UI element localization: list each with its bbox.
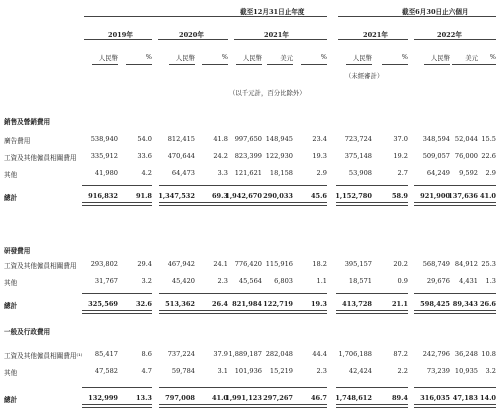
cell-value: 2.7 [397,169,408,177]
cell-value: 375,148 [344,152,372,160]
cell-value: 64,249 [426,169,450,177]
total-double-rule [192,404,228,408]
cell-value: 1.1 [316,277,327,285]
cell-value: 413,728 [342,300,372,308]
subtotal-rule [460,185,496,186]
cell-value: 325,569 [88,300,118,308]
subtotal-rule [336,387,372,388]
cell-value: 22.6 [481,152,496,160]
row-label: 工資及其他僱員相關費用 [4,262,77,270]
cell-value: 37.9 [213,350,228,358]
rule-2020 [158,39,228,40]
column-header-rule [424,64,450,65]
cell-value: 19.3 [312,152,327,160]
total-double-rule [257,202,293,206]
year-2022-interim: 2022年 [437,31,462,39]
cell-value: 1,706,188 [338,350,372,358]
cell-value: 45.6 [310,192,327,200]
cell-value: 509,057 [422,152,450,160]
cell-value: 18.2 [312,260,327,268]
cell-value: 89.4 [391,394,408,402]
cell-value: 15,219 [269,367,293,375]
unaudited-note: （未經審計） [345,72,384,80]
rule-2022-interim [414,39,496,40]
column-header: % [221,53,228,61]
cell-value: 36,248 [454,350,478,358]
cell-value: 20.2 [393,260,408,268]
cell-value: 37.0 [393,135,408,143]
cell-value: 41.0 [479,192,496,200]
cell-value: 921,900 [420,192,450,200]
cell-value: 44.4 [312,350,327,358]
cell-value: 297,267 [263,394,293,402]
column-header: 美元 [465,54,478,62]
cell-value: 52,044 [454,135,478,143]
cell-value: 23.4 [312,135,327,143]
cell-value: 1,748,612 [335,394,372,402]
column-header-rule [126,64,152,65]
subtotal-rule [257,185,293,186]
column-header: % [401,53,408,61]
cell-value: 1,942,670 [225,192,262,200]
cell-value: 47,183 [452,394,478,402]
year-2021-interim: 2021年 [363,31,388,39]
cell-value: 18,571 [348,277,372,285]
total-double-rule [159,202,195,206]
column-header-rule [382,64,408,65]
year-2021: 2021年 [264,31,289,39]
row-label: 其他 [4,369,18,377]
cell-value: 4.2 [141,169,152,177]
total-double-rule [82,202,118,206]
cell-value: 4.7 [141,367,152,375]
cell-value: 10,935 [454,367,478,375]
row-label: 工資及其他僱員相關費用⁽¹⁾ [4,352,83,360]
unit-note: （以千元計，百分比除外） [229,89,306,97]
cell-value: 24.2 [213,152,228,160]
column-header: 人民幣 [175,54,195,62]
column-header-rule [301,64,327,65]
cell-value: 137,636 [448,192,478,200]
cell-value: 10.8 [481,350,496,358]
cell-value: 470,644 [167,152,195,160]
total-double-rule [336,310,372,314]
cell-value: 89,343 [452,300,478,308]
cell-value: 2.2 [397,367,408,375]
group-header-annual: 截至12月31日止年度 [240,8,305,16]
cell-value: 335,912 [90,152,118,160]
cell-value: 18,158 [269,169,293,177]
group-header-six-month: 截至6月30日止六個月 [402,8,469,16]
cell-value: 26.4 [211,300,228,308]
cell-value: 87.2 [393,350,408,358]
total-double-rule [372,404,408,408]
total-double-rule [291,404,327,408]
cell-value: 21.1 [391,300,408,308]
cell-value: 1,991,123 [225,394,262,402]
subtotal-rule [291,293,327,294]
cell-value: 3.2 [485,367,496,375]
total-double-rule [82,404,118,408]
cell-value: 59,784 [171,367,195,375]
rule-2021-interim [338,39,408,40]
section-title: 銷售及營銷費用 [4,118,51,126]
total-double-rule [192,310,228,314]
column-header: 美元 [280,54,293,62]
cell-value: 41,980 [94,169,118,177]
cell-value: 45,564 [238,277,262,285]
cell-value: 121,621 [234,169,262,177]
subtotal-rule [336,185,372,186]
cell-value: 395,157 [344,260,372,268]
subtotal-rule [460,387,496,388]
total-double-rule [291,202,327,206]
cell-value: 2.3 [217,277,228,285]
cell-value: 122,930 [265,152,293,160]
cell-value: 2.3 [316,367,327,375]
row-label: 廣告費用 [4,137,31,145]
cell-value: 19.2 [393,152,408,160]
cell-value: 290,033 [263,192,293,200]
cell-value: 1,152,780 [335,192,372,200]
cell-value: 6,803 [274,277,293,285]
column-header-rule [267,64,293,65]
cell-value: 1.3 [485,277,496,285]
subtotal-rule [82,387,118,388]
cell-value: 3.1 [217,367,228,375]
cell-value: 997,650 [234,135,262,143]
cell-value: 737,224 [167,350,195,358]
subtotal-rule [159,387,195,388]
cell-value: 2.9 [316,169,327,177]
subtotal-rule [116,387,152,388]
row-label: 其他 [4,279,18,287]
cell-value: 69.3 [211,192,228,200]
row-label: 工資及其他僱員相關費用 [4,154,77,162]
rule-2021 [234,39,327,40]
cell-value: 19.3 [310,300,327,308]
cell-value: 58.9 [391,192,408,200]
subtotal-rule [336,293,372,294]
section-title: 研發費用 [4,247,31,255]
total-double-rule [116,202,152,206]
total-double-rule [159,310,195,314]
row-label: 其他 [4,171,18,179]
cell-value: 91.8 [135,192,152,200]
cell-value: 29,676 [426,277,450,285]
cell-value: 776,420 [234,260,262,268]
subtotal-rule [192,387,228,388]
cell-value: 122,719 [263,300,293,308]
total-double-rule [460,202,496,206]
subtotal-rule [82,293,118,294]
cell-value: 348,594 [422,135,450,143]
subtotal-rule [192,293,228,294]
subtotal-rule [372,185,408,186]
cell-value: 24.1 [213,260,228,268]
column-header: % [489,53,496,61]
subtotal-rule [82,185,118,186]
cell-value: 25.3 [481,260,496,268]
cell-value: 101,936 [234,367,262,375]
total-label: 總計 [4,302,18,310]
cell-value: 8.6 [141,350,152,358]
subtotal-rule [116,185,152,186]
total-double-rule [460,310,496,314]
total-double-rule [116,310,152,314]
column-header-rule [202,64,228,65]
cell-value: 282,048 [265,350,293,358]
cell-value: 148,945 [265,135,293,143]
subtotal-rule [291,387,327,388]
cell-value: 73,239 [426,367,450,375]
rule-six-month [338,16,496,17]
cell-value: 538,940 [90,135,118,143]
cell-value: 568,749 [422,260,450,268]
cell-value: 3.3 [217,169,228,177]
total-double-rule [82,310,118,314]
cell-value: 41.0 [211,394,228,402]
subtotal-rule [257,293,293,294]
cell-value: 293,802 [90,260,118,268]
cell-value: 467,942 [167,260,195,268]
cell-value: 33.6 [137,152,152,160]
cell-value: 823,399 [234,152,262,160]
cell-value: 47,582 [94,367,118,375]
cell-value: 41.8 [213,135,228,143]
total-double-rule [372,202,408,206]
cell-value: 2.9 [485,169,496,177]
cell-value: 15.5 [481,135,496,143]
column-header-rule [470,64,496,65]
cell-value: 32.6 [135,300,152,308]
total-label: 總計 [4,396,18,404]
cell-value: 42,424 [348,367,372,375]
column-header: % [145,53,152,61]
cell-value: 26.6 [479,300,496,308]
cell-value: 1,889,187 [228,350,262,358]
cell-value: 13.3 [135,394,152,402]
cell-value: 9,592 [459,169,478,177]
total-double-rule [192,202,228,206]
total-double-rule [372,310,408,314]
cell-value: 821,984 [232,300,262,308]
cell-value: 797,008 [165,394,195,402]
subtotal-rule [372,387,408,388]
cell-value: 132,999 [88,394,118,402]
cell-value: 242,796 [422,350,450,358]
cell-value: 3.2 [141,277,152,285]
total-label: 總計 [4,194,18,202]
subtotal-rule [257,387,293,388]
rule-annual [84,16,327,17]
cell-value: 45,420 [171,277,195,285]
subtotal-rule [460,293,496,294]
column-header-rule [236,64,262,65]
total-double-rule [460,404,496,408]
cell-value: 14.0 [479,394,496,402]
column-header-rule [169,64,195,65]
cell-value: 85,417 [94,350,118,358]
cell-value: 115,916 [265,260,293,268]
total-double-rule [257,310,293,314]
subtotal-rule [291,185,327,186]
cell-value: 76,000 [454,152,478,160]
total-double-rule [336,202,372,206]
subtotal-rule [372,293,408,294]
subtotal-rule [116,293,152,294]
cell-value: 46.7 [310,394,327,402]
column-header: 人民幣 [98,54,118,62]
cell-value: 0.9 [397,277,408,285]
rule-2019 [84,39,152,40]
cell-value: 29.4 [137,260,152,268]
cell-value: 54.0 [137,135,152,143]
total-double-rule [291,310,327,314]
cell-value: 64,473 [171,169,195,177]
column-header: 人民幣 [352,54,372,62]
subtotal-rule [159,293,195,294]
total-double-rule [116,404,152,408]
column-header: % [320,53,327,61]
section-title: 一般及行政費用 [4,328,51,336]
cell-value: 916,832 [88,192,118,200]
column-header-rule [92,64,118,65]
cell-value: 31,767 [94,277,118,285]
cell-value: 53,908 [348,169,372,177]
cell-value: 316,035 [420,394,450,402]
total-double-rule [257,404,293,408]
column-header: 人民幣 [242,54,262,62]
cell-value: 1,347,532 [158,192,195,200]
total-double-rule [336,404,372,408]
cell-value: 598,425 [420,300,450,308]
cell-value: 84,912 [454,260,478,268]
cell-value: 513,362 [165,300,195,308]
cell-value: 4,431 [459,277,478,285]
cell-value: 812,415 [167,135,195,143]
subtotal-rule [159,185,195,186]
subtotal-rule [192,185,228,186]
year-2019: 2019年 [108,31,133,39]
cell-value: 723,724 [344,135,372,143]
column-header: 人民幣 [430,54,450,62]
column-header-rule [346,64,372,65]
year-2020: 2020年 [179,31,204,39]
total-double-rule [159,404,195,408]
